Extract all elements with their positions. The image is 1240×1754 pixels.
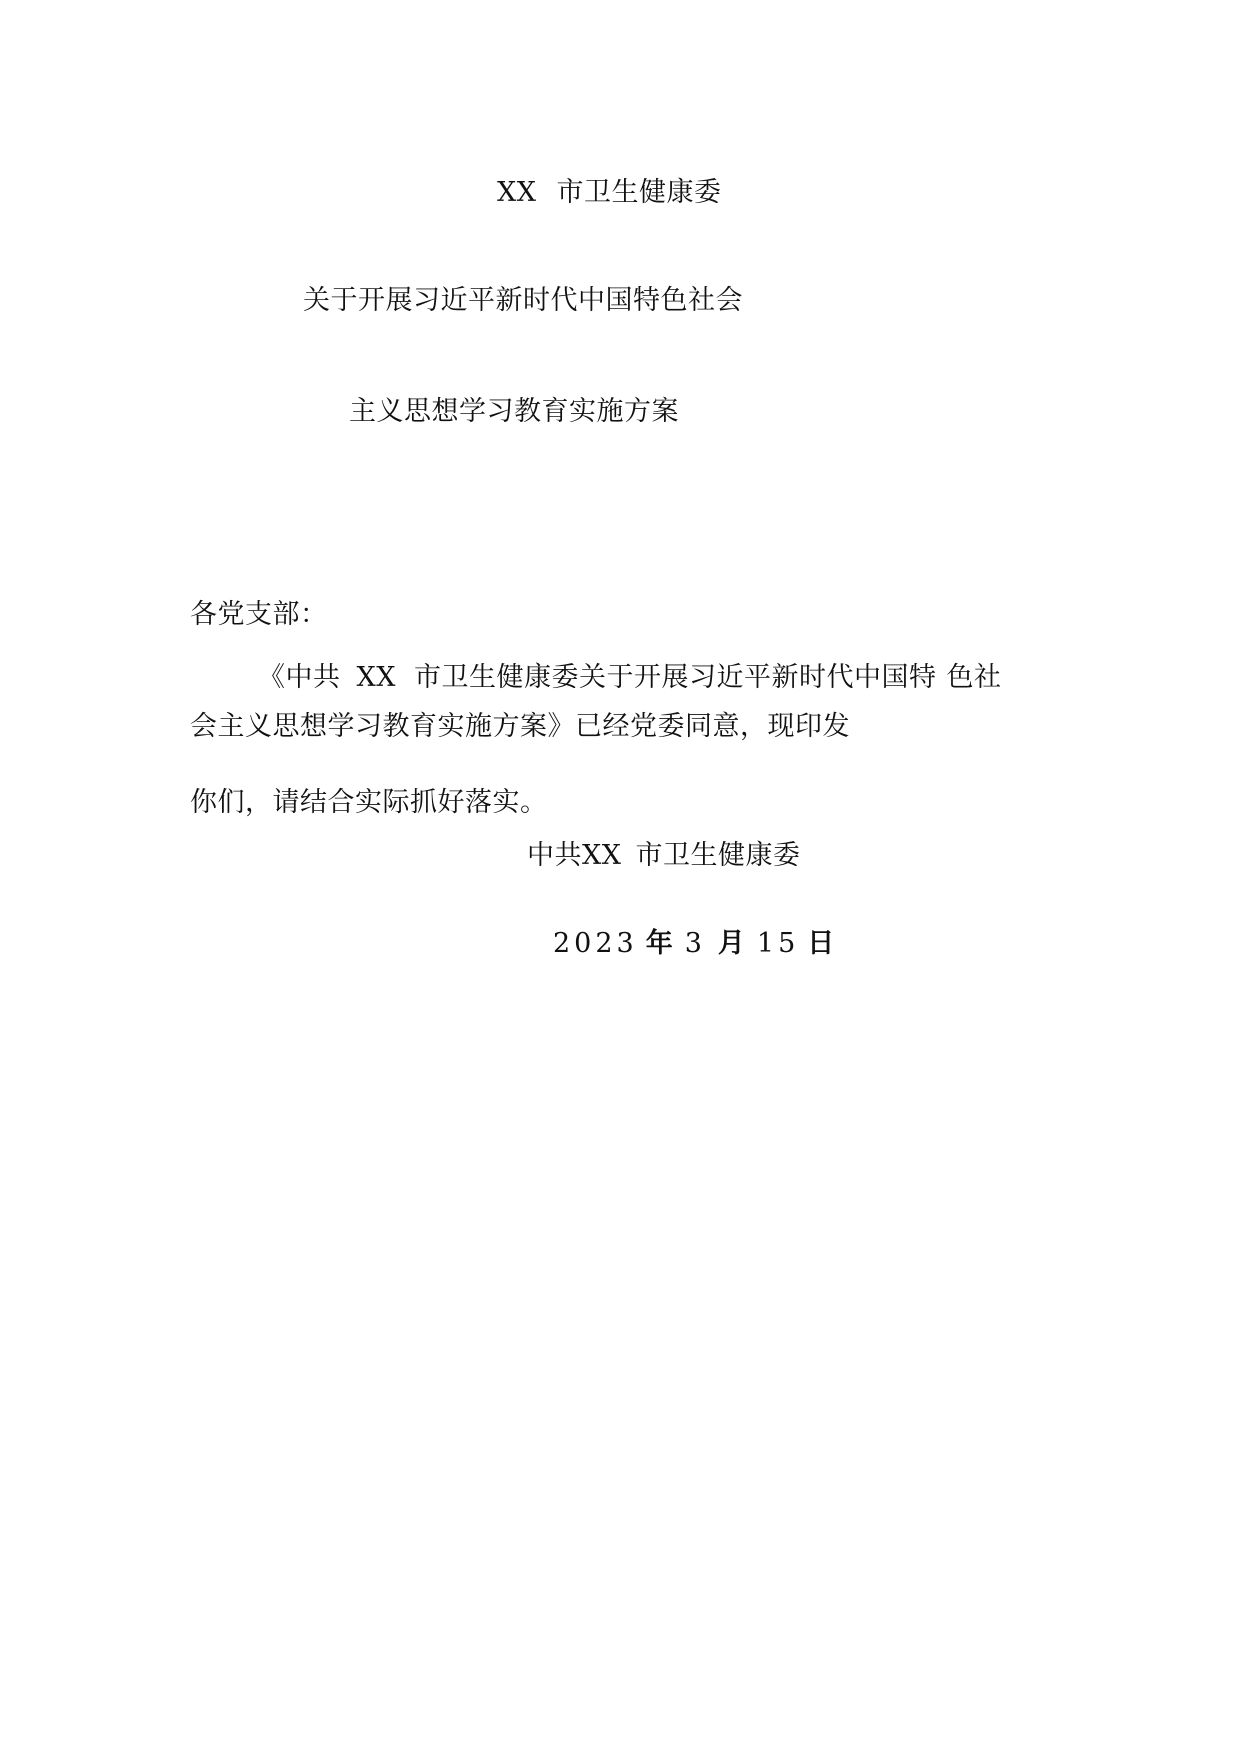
date-day-unit: 日: [807, 928, 835, 959]
document-title-line-1: [497, 175, 721, 211]
salutation: 各党支部：: [190, 599, 328, 630]
signature-prefix: 中共: [527, 840, 582, 871]
issue-date: [553, 926, 834, 962]
title-org: 市卫生健康委: [556, 177, 722, 208]
document-title-line-2: 关于开展习近平新时代中国特色社会: [303, 285, 743, 316]
title-xx: XX: [497, 177, 537, 208]
date-month-unit: 月: [717, 928, 745, 959]
date-month: 3: [684, 928, 706, 959]
date-year-unit: 年: [645, 928, 673, 959]
body-text-1: 市卫生健康委关于开展习近平新时代中国特: [413, 662, 937, 693]
signature: [527, 838, 800, 874]
body-line-1: [258, 660, 1001, 696]
document-title-line-3: 主义思想学习教育实施方案: [349, 396, 679, 427]
body-quote-start: 《中共: [258, 662, 341, 693]
signature-xx: XX: [582, 840, 622, 871]
date-year: 2023: [553, 928, 638, 959]
body-line-3: 你们，请结合实际抓好落实。: [190, 787, 548, 818]
body-line-2: 会主义思想学习教育实施方案》已经党委同意，现印发: [190, 711, 850, 742]
body-xx: XX: [356, 662, 396, 693]
date-day: 15: [756, 928, 800, 959]
body-text-2: 色社: [946, 662, 1002, 693]
signature-org: 市卫生健康委: [635, 840, 801, 871]
